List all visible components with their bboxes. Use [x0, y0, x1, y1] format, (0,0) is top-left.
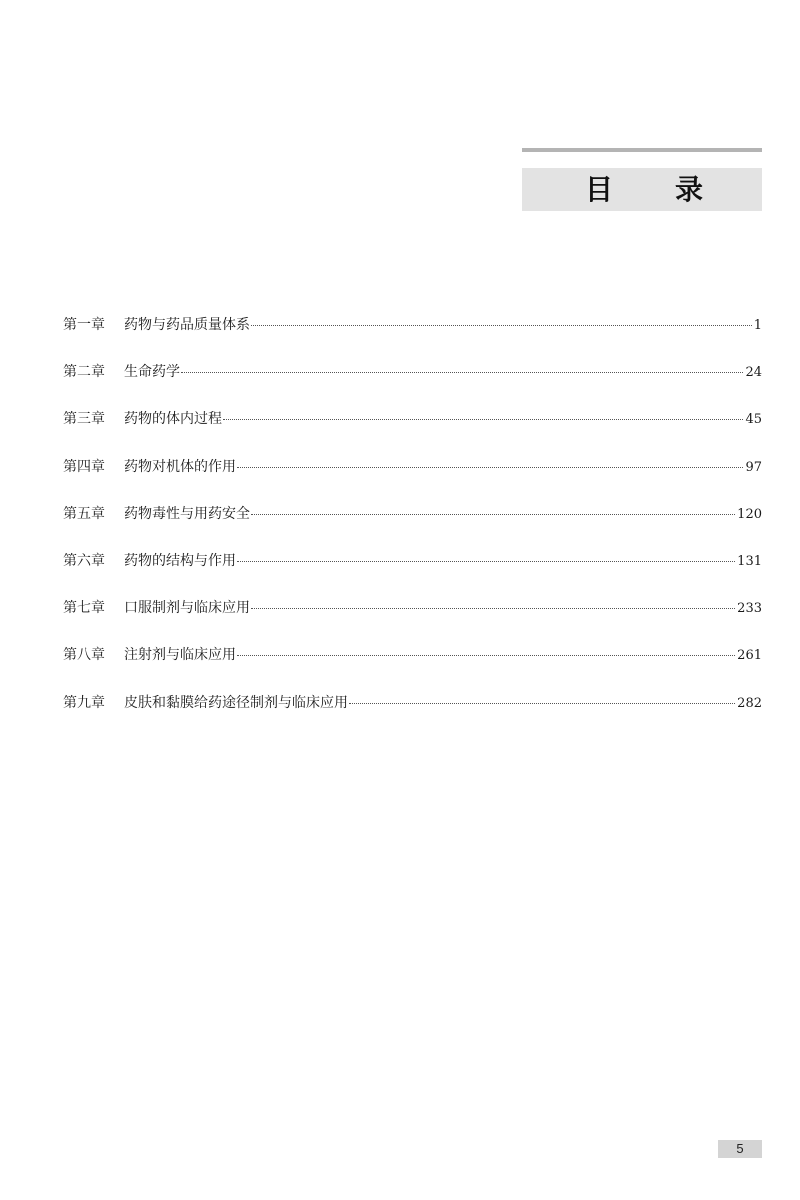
toc-entry-chapter-3[interactable] — [63, 408, 762, 455]
dot-leader — [237, 561, 735, 562]
chapter-title: 口服制剂与临床应用 — [124, 600, 250, 617]
toc-entry-chapter-4[interactable] — [63, 456, 762, 503]
dot-leader — [251, 608, 735, 609]
chapter-title: 药物与药品质量体系 — [124, 317, 250, 333]
dot-leader — [251, 325, 752, 326]
chapter-title: 药物对机体的作用 — [124, 458, 236, 475]
page-title-char-1: 目 — [585, 173, 614, 206]
chapter-page-number: 24 — [745, 365, 762, 381]
toc-entry-chapter-1[interactable] — [63, 314, 762, 361]
toc-entry-chapter-2[interactable] — [63, 361, 762, 408]
dot-leader — [349, 703, 735, 704]
chapter-page-number: 120 — [737, 506, 762, 522]
chapter-page-number: 282 — [737, 695, 762, 711]
chapter-title: 药物毒性与用药安全 — [124, 505, 250, 522]
toc-entry-chapter-9[interactable] — [63, 692, 762, 739]
dot-leader — [223, 419, 743, 420]
page-title — [522, 168, 762, 211]
chapter-number: 第三章 — [63, 411, 105, 428]
chapter-page-number: 261 — [737, 648, 762, 664]
chapter-title: 皮肤和黏膜给药途径制剂与临床应用 — [124, 694, 348, 711]
chapter-page-number: 233 — [737, 601, 762, 617]
chapter-number: 第五章 — [63, 505, 105, 522]
chapter-title: 药物的体内过程 — [124, 411, 222, 428]
toc-entry-chapter-5[interactable] — [63, 503, 762, 550]
chapter-number: 第六章 — [63, 552, 105, 569]
page-number-badge: 5 — [718, 1140, 762, 1158]
chapter-page-number: 45 — [745, 412, 762, 428]
chapter-number: 第八章 — [63, 647, 105, 664]
toc-entry-chapter-6[interactable] — [63, 550, 762, 597]
chapter-page-number: 1 — [753, 318, 762, 333]
chapter-number: 第一章 — [63, 317, 105, 333]
chapter-title: 注射剂与临床应用 — [124, 647, 236, 664]
toc-entry-chapter-7[interactable] — [63, 597, 762, 644]
dot-leader — [251, 514, 735, 515]
chapter-title: 生命药学 — [124, 364, 180, 381]
dot-leader — [237, 655, 735, 656]
chapter-number: 第四章 — [63, 458, 105, 475]
page-title-char-2: 录 — [675, 173, 704, 206]
chapter-page-number: 97 — [745, 459, 762, 475]
title-top-rule — [522, 148, 762, 152]
chapter-number: 第二章 — [63, 364, 105, 381]
chapter-title: 药物的结构与作用 — [124, 552, 236, 569]
chapter-number: 第九章 — [63, 694, 105, 711]
chapter-page-number: 131 — [737, 553, 762, 569]
toc-entry-chapter-8[interactable] — [63, 644, 762, 691]
table-of-contents — [63, 314, 762, 739]
chapter-number: 第七章 — [63, 600, 105, 617]
dot-leader — [237, 467, 743, 468]
dot-leader — [181, 372, 743, 373]
